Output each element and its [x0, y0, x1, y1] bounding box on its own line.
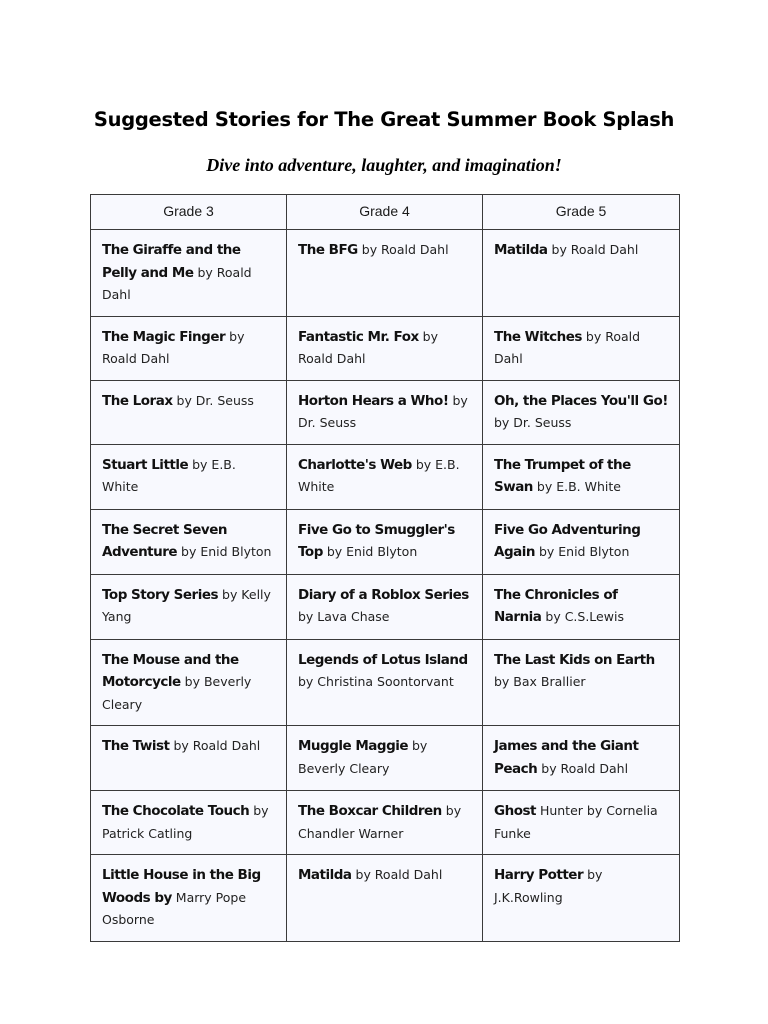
book-author: by Roald Dahl [102, 328, 245, 366]
book-title: The BFG [298, 242, 358, 258]
book-author: by E.B. White [532, 479, 621, 494]
book-author: by C.S.Lewis [541, 609, 624, 624]
book-cell [287, 791, 483, 855]
table-row [91, 380, 680, 444]
book-author: by Bax Brallier [494, 674, 586, 689]
book-title: Matilda [494, 242, 548, 258]
book-author: by Roald Dahl [494, 328, 641, 366]
book-title: Muggle Maggie [298, 738, 409, 754]
book-cell [91, 855, 287, 942]
book-title: Harry Potter [494, 867, 584, 883]
book-title: Legends of Lotus Island [298, 651, 468, 668]
table-row [91, 855, 680, 942]
table-row [91, 230, 680, 317]
book-author: by Roald Dahl [102, 264, 252, 302]
page-subtitle: Dive into adventure, laughter, and imagination! [206, 155, 562, 175]
book-author: by Dr. Seuss [298, 392, 468, 430]
book-cell [483, 509, 680, 574]
book-author: by Roald Dahl [357, 242, 449, 257]
book-author: by Roald Dahl [169, 738, 261, 753]
book-cell [91, 230, 287, 317]
book-cell [91, 316, 287, 380]
book-cell [483, 444, 680, 509]
book-author: by Dr. Seuss [494, 415, 572, 430]
book-cell [91, 726, 287, 791]
book-cell [91, 509, 287, 574]
book-title: Fantastic Mr. Fox [298, 328, 419, 345]
book-author: by J.K.Rowling [494, 867, 603, 905]
book-cell [483, 855, 680, 942]
book-title: Stuart Little [102, 456, 189, 473]
book-author: by Kelly Yang [102, 586, 271, 624]
book-cell [483, 574, 680, 639]
book-title: The Secret Seven Adventure [102, 521, 227, 560]
book-author: by Lava Chase [298, 609, 390, 624]
book-title: The Mouse and the Motorcycle [102, 651, 239, 690]
book-author: by Enid Blyton [534, 544, 630, 559]
book-title: The Last Kids on Earth [494, 651, 655, 668]
book-title: Diary of a Roblox Series [298, 586, 469, 603]
book-cell [287, 444, 483, 509]
book-cell [91, 380, 287, 444]
book-author: by Beverly Cleary [102, 674, 252, 712]
book-author: by Patrick Catling [102, 803, 269, 841]
book-cell [91, 574, 287, 639]
book-cell [91, 639, 287, 726]
book-title: The Chronicles of Narnia [494, 586, 618, 625]
column-header-grade-3: Grade 3 [91, 195, 287, 230]
book-title: Five Go to Smuggler's Top [298, 521, 455, 560]
book-title: The Magic Finger [102, 328, 226, 345]
book-cell [91, 444, 287, 509]
book-author: by Roald Dahl [351, 867, 443, 882]
book-cell [287, 574, 483, 639]
book-author: by E.B. White [298, 456, 460, 494]
book-author: by Enid Blyton [177, 544, 272, 559]
book-title: Five Go Adventuring Again [494, 521, 641, 560]
book-author: by Roald Dahl [537, 760, 629, 776]
book-cell [483, 316, 680, 380]
book-title: The Trumpet of the Swan [494, 456, 631, 495]
table-row [91, 791, 680, 855]
book-title: Matilda [298, 867, 352, 883]
book-cell [287, 509, 483, 574]
book-title: The Witches [494, 328, 582, 345]
book-author: by Chandler Warner [298, 803, 462, 841]
book-cell [287, 230, 483, 317]
book-cell [483, 639, 680, 726]
table-row [91, 444, 680, 509]
table-row [91, 316, 680, 380]
book-author: by Roald Dahl [298, 328, 438, 366]
book-author: Marry Pope Osborne [102, 889, 247, 927]
table-body [91, 230, 680, 942]
book-title: The Boxcar Children [298, 803, 442, 819]
book-title: Top Story Series [102, 586, 219, 603]
book-author: by Enid Blyton [322, 544, 418, 559]
table-row [91, 639, 680, 726]
book-cell [287, 855, 483, 942]
book-cell [91, 791, 287, 855]
column-header-grade-4: Grade 4 [287, 195, 483, 230]
column-header-grade-5: Grade 5 [483, 195, 680, 230]
book-title: Oh, the Places You'll Go! [494, 392, 668, 409]
book-author: by E.B. White [102, 456, 236, 494]
book-title: Ghost [494, 803, 536, 819]
book-cell [483, 230, 680, 317]
book-author: by Beverly Cleary [298, 738, 428, 776]
book-author: by Christina Soontorvant [298, 674, 454, 689]
book-author: by Dr. Seuss [172, 392, 254, 408]
book-title: The Lorax [102, 392, 173, 409]
book-cell [287, 639, 483, 726]
book-title: Little House in the Big Woods by [102, 867, 261, 906]
table-row [91, 726, 680, 791]
book-cell [483, 380, 680, 444]
page-title: Suggested Stories for The Great Summer Book Splash [93, 108, 675, 131]
book-cell [287, 316, 483, 380]
book-title: The Chocolate Touch [102, 803, 250, 819]
book-author: by Roald Dahl [547, 242, 639, 257]
table-row [91, 509, 680, 574]
book-title: The Giraffe and the Pelly and Me [102, 242, 241, 281]
book-list-table [90, 194, 680, 942]
book-author: Hunter by Cornelia Funke [494, 803, 658, 841]
book-cell [287, 380, 483, 444]
book-title: Charlotte's Web [298, 456, 412, 473]
table-header-row [91, 195, 680, 230]
book-cell [483, 791, 680, 855]
book-cell [287, 726, 483, 791]
book-title: James and the Giant Peach [494, 738, 639, 777]
book-cell [483, 726, 680, 791]
book-title: The Twist [102, 738, 170, 754]
book-title: Horton Hears a Who! [298, 392, 449, 409]
table-row [91, 574, 680, 639]
